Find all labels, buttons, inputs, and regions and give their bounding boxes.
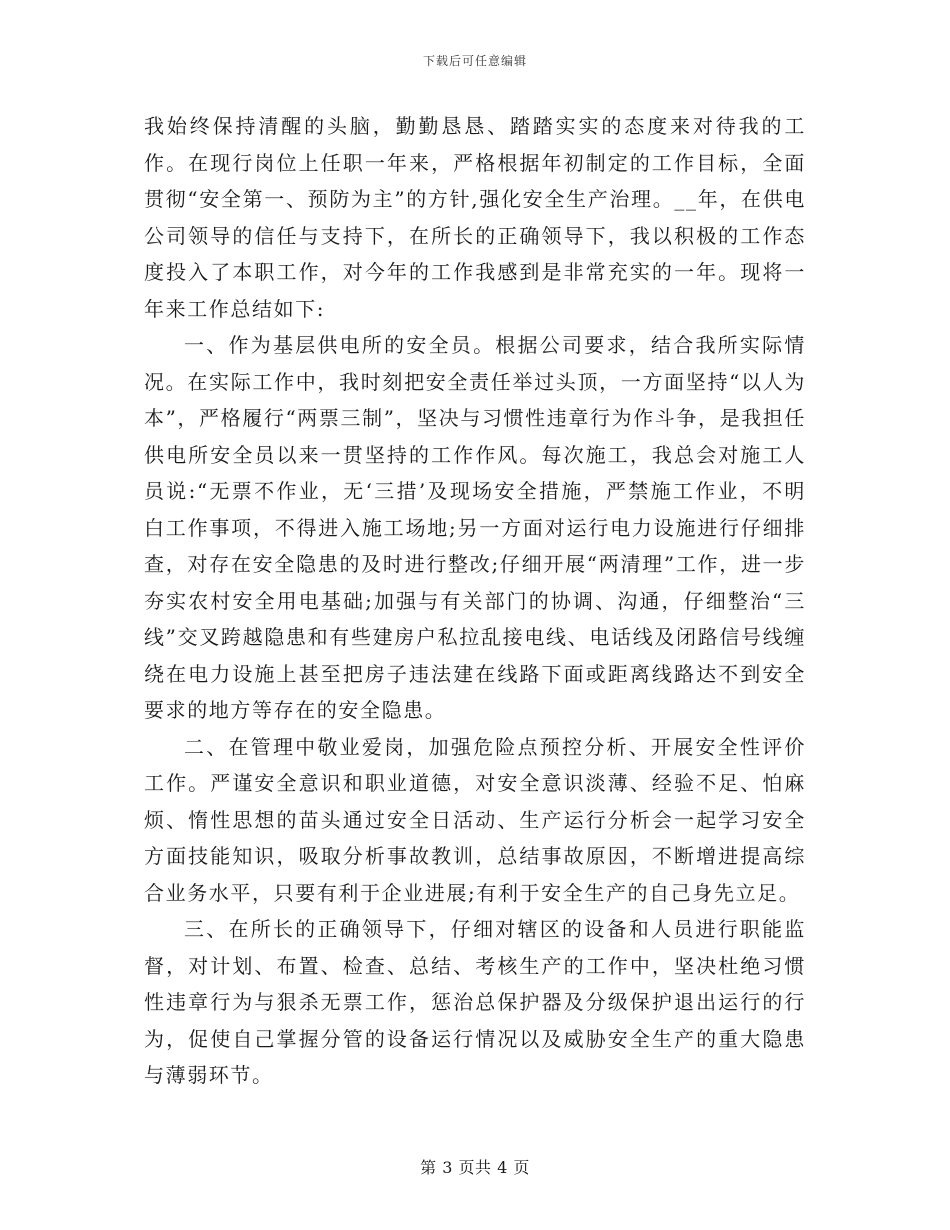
document-body xyxy=(144,108,806,1094)
paragraph-section-1: 一、作为基层供电所的安全员。根据公司要求，结合我所实际情况。在实际工作中，我时刻把安全责任举过头顶，一方面坚持“以人为本”，严格履行“两票三制”，坚决与习惯性违章行为作斗争，是我担任供电所安全员以来一贯坚持的工作作风。每次施工，我总会对施工人员说:“无票不作业，无‘三措’及现场安全措施，严禁施工作业，不明白工作事项，不得进入施工场地;另一方面对运行电力设施进行仔细排查，对存在安全隐患的及时进行整改;仔细开展“两清理”工作，进一步夯实农村安全用电基础;加强与有关部门的协调、沟通，仔细整治“三线”交叉跨越隐患和有些建房户私拉乱接电线、电话线及闭路信号线缠绕在电力设施上甚至把房子违法建在线路下面或距离线路达不到安全要求的地方等存在的安全隐患。 xyxy=(144,333,806,722)
paragraph-section-3: 三、在所长的正确领导下，仔细对辖区的设备和人员进行职能监督，对计划、布置、检查、总结、考核生产的工作中，坚决杜绝习惯性违章行为与狠杀无票工作，惩治总保护器及分级保护退出运行的行为，促使自己掌握分管的设备运行情况以及威胁安全生产的重大隐患与薄弱环节。 xyxy=(144,917,806,1087)
page-number: 第 3 页共 4 页 xyxy=(420,1158,530,1177)
paragraph-intro: 我始终保持清醒的头脑，勤勤恳恳、踏踏实实的态度来对待我的工作。在现行岗位上任职一年来，严格根据年初制定的工作目标，全面贯彻“安全第一、预防为主”的方针,强化安全生产治理。__年，在供电公司领导的信任与支持下，在所长的正确领导下，我以积极的工作态度投入了本职工作，对今年的工作我感到是非常充实的一年。现将一年来工作总结如下: xyxy=(144,114,806,321)
paragraph-section-2: 二、在管理中敬业爱岗，加强危险点预控分析、开展安全性评价工作。严谨安全意识和职业道德，对安全意识淡薄、经验不足、怕麻烦、惰性思想的苗头通过安全日活动、生产运行分析会一起学习安全方面技能知识，吸取分析事故教训，总结事故原因，不断增进提高综合业务水平，只要有利于企业进展;有利于安全生产的自己身先立足。 xyxy=(144,734,806,905)
header-note: 下载后可任意编辑 xyxy=(422,54,527,68)
